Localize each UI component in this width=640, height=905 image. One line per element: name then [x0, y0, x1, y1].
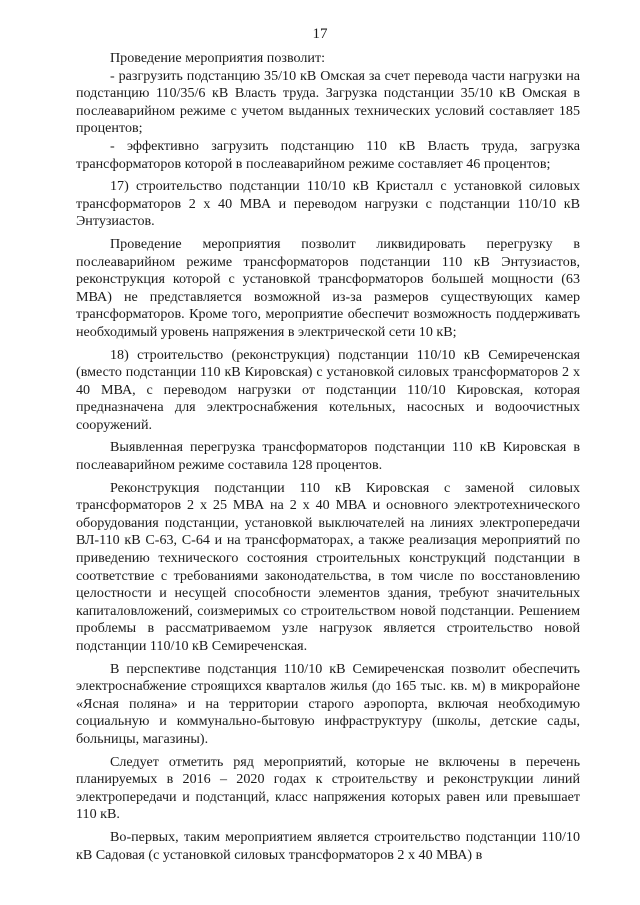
paragraph-bullet-vlast-truda: - эффективно загрузить подстанцию 110 кВ Власть труда, загрузка трансформаторов которой в послеаварийном режиме составляет 46 процентов;: [76, 137, 580, 172]
paragraph-note: Следует отметить ряд мероприятий, которые не включены в перечень планируемых в 2016 – 2020 годах к строительству и реконструкции линий электропередачи и подстанций, класс напряжения которых равен или превышает 110 кВ.: [76, 753, 580, 823]
document-body: [76, 50, 580, 869]
paragraph-item-18: 18) строительство (реконструкция) подстанции 110/10 кВ Семиреченская (вместо подстанции 110 кВ Кировская) с установкой силовых трансформаторов 2 x 40 МВА, с переводом нагрузки от подстанции 110/10 Кировская, которая предназначена для электроснабжения котельных, насосных и водоочистных сооружений.: [76, 346, 580, 433]
paragraph-sadovaya: Во-первых, таким мероприятием является строительство подстанции 110/10 кВ Садовая (с установкой силовых трансформаторов 2 x 40 МВА) в: [76, 828, 580, 863]
paragraph-bullet-omskaya: - разгрузить подстанцию 35/10 кВ Омская за счет перевода части нагрузки на подстанцию 110/35/6 кВ Власть труда. Загрузка подстанции 35/10 кВ Омская в послеаварийном режиме с учетом выданных технических условий составляет 185 процентов;: [76, 67, 580, 137]
paragraph-intro: Проведение мероприятия позволит:: [110, 50, 326, 66]
page-number: 17: [312, 26, 328, 42]
paragraph-perspective: В перспективе подстанция 110/10 кВ Семиреченская позволит обеспечить электроснабжение строящихся кварталов жилья (до 165 тыс. кв. м) в микрорайоне «Ясная поляна» и на территории старого аэропорта, включая необходимую социальную и коммунально-бытовую инфраструктуру (школы, детские сады, больницы, магазины).: [76, 660, 580, 747]
paragraph-reconstruction: Реконструкция подстанции 110 кВ Кировская с заменой силовых трансформаторов 2 x 25 МВА на 2 x 40 МВА и основного электротехнического оборудования подстанции, установкой выключателей на линиях электропередачи ВЛ-110 кВ С-63, С-64 и на трансформаторах, а также реализация мероприятий по приведению технического состояния строительных конструкций подстанции в соответствие с требованиями законодательства, в том числе по восстановлению целостности и несущей способности элементов здания, требуют значительных капиталовложений, соизмеримых со строительством новой подстанции. Решением проблемы в рассматриваемом узле нагрузок является строительство новой подстанции 110/10 кВ Семиреченская.: [76, 479, 580, 654]
paragraph-item-17: 17) строительство подстанции 110/10 кВ Кристалл с установкой силовых трансформаторов 2 x 40 МВА и переводом нагрузки с подстанции 110/10 кВ Энтузиастов.: [76, 178, 580, 230]
paragraph-entuziastov: Проведение мероприятия позволит ликвидировать перегрузку в послеаварийном режиме трансформаторов подстанции 110 кВ Энтузиастов, реконструкция которой с установкой трансформаторов большей мощности (63 МВА) не представляется возможной из-за размеров существующих камер трансформаторов. Кроме того, мероприятие обеспечит возможность поддерживать необходимый уровень напряжения в электрической сети 10 кВ;: [76, 235, 580, 340]
paragraph-overload: Выявленная перегрузка трансформаторов подстанции 110 кВ Кировская в послеаварийном режиме составила 128 процентов.: [76, 439, 580, 474]
